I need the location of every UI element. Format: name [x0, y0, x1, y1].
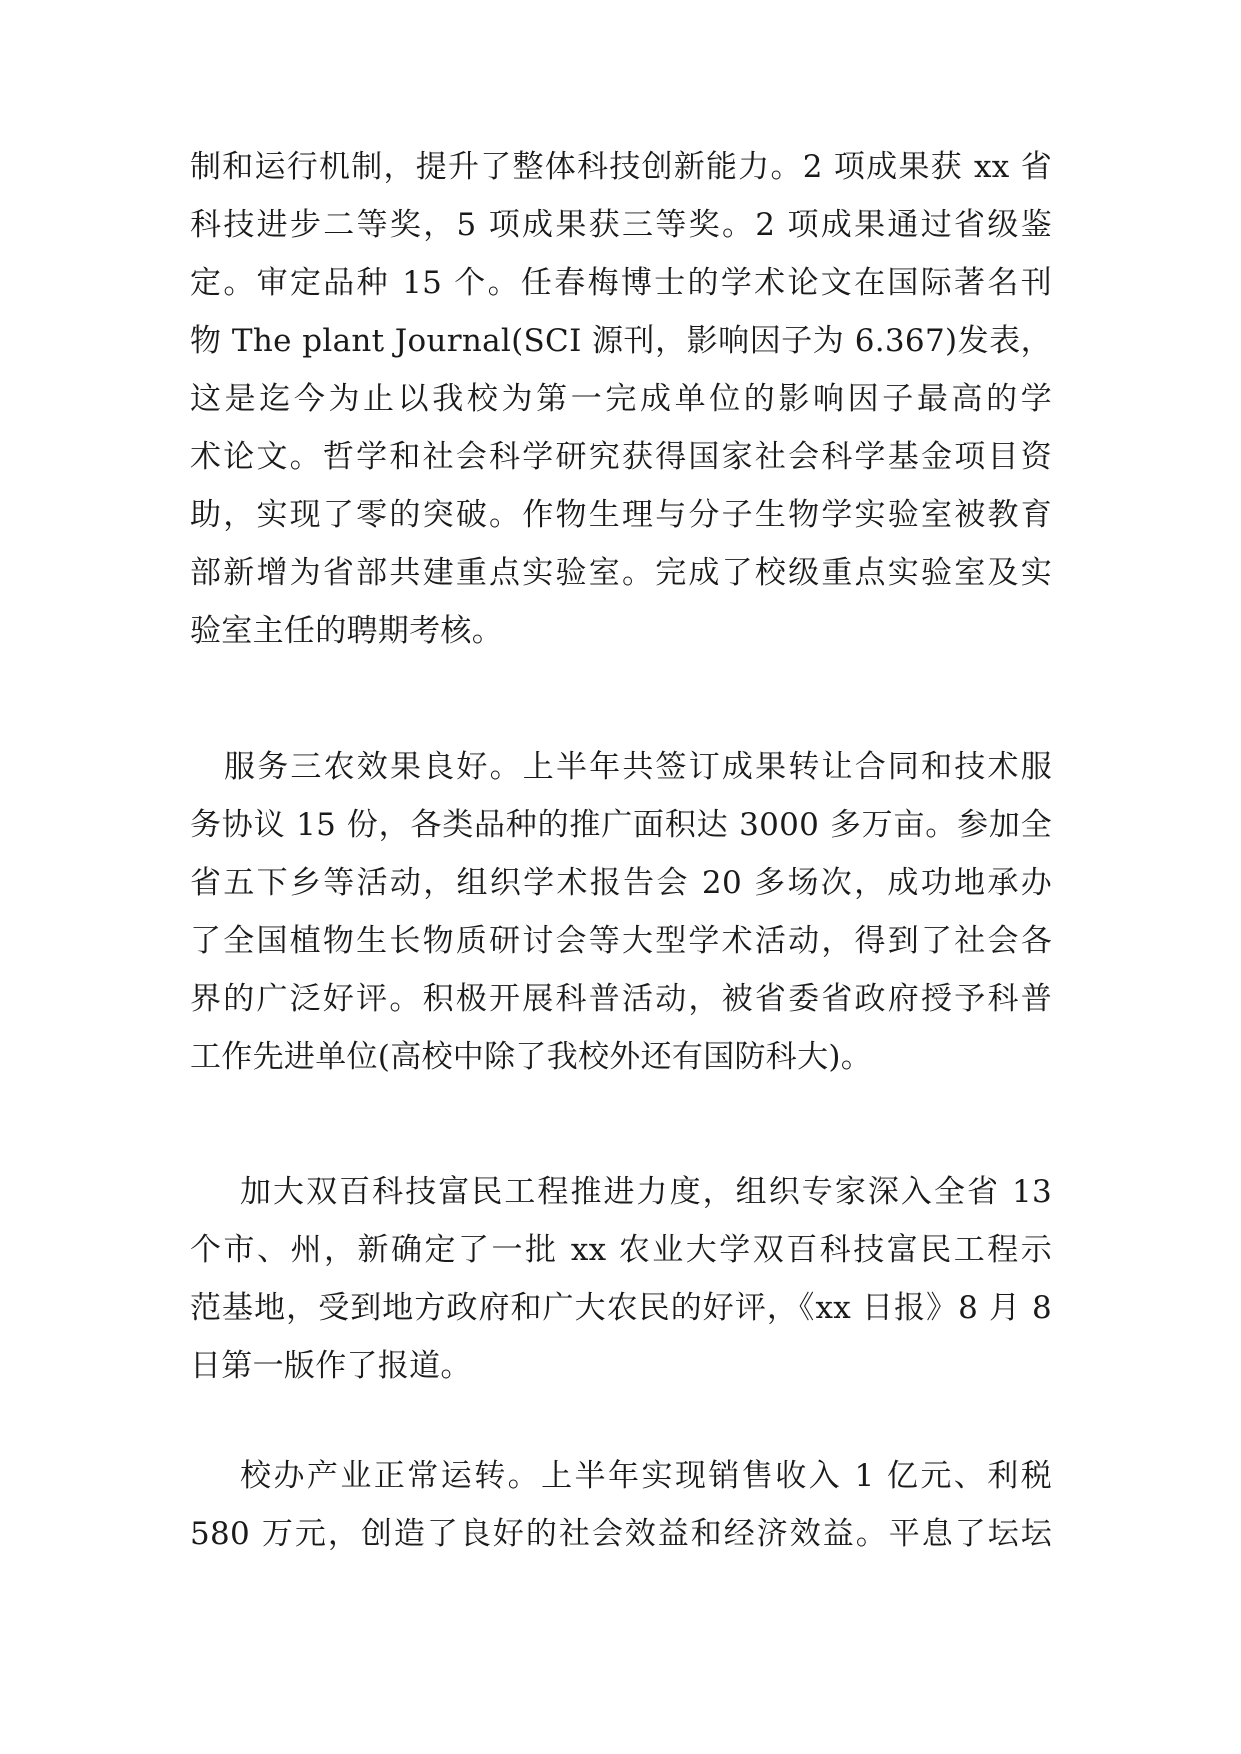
text-line: 界的广泛好评。积极开展科普活动，被省委省政府授予科普: [190, 981, 1052, 1017]
paragraph-school-industry: [190, 1447, 1052, 1563]
text-line: 制和运行机制，提升了整体科技创新能力。2 项成果获 xx 省: [190, 149, 1052, 185]
text-line: 范基地，受到地方政府和广大农民的好评，《xx 日报》8 月 8: [190, 1290, 1052, 1326]
paragraph-double-hundred-project: [190, 1163, 1052, 1395]
text-line: 日第一版作了报道。: [190, 1348, 472, 1384]
text-line: 物 The plant Journal(SCI 源刊，影响因子为 6.367)发表，: [190, 323, 1052, 359]
text-line: 工作先进单位(高校中除了我校外还有国防科大)。: [190, 1039, 873, 1075]
text-line: 助，实现了零的突破。作物生理与分子生物学实验室被教育: [190, 497, 1052, 533]
text-line: 了全国植物生长物质研讨会等大型学术活动，得到了社会各: [190, 923, 1052, 959]
text-line: 科技进步二等奖，5 项成果获三等奖。2 项成果通过省级鉴: [190, 207, 1052, 243]
text-line: 校办产业正常运转。上半年实现销售收入 1 亿元、利税: [240, 1458, 1052, 1494]
text-line: 验室主任的聘期考核。: [190, 613, 503, 649]
text-line: 省五下乡等活动，组织学术报告会 20 多场次，成功地承办: [190, 865, 1052, 901]
text-line: 个市、州，新确定了一批 xx 农业大学双百科技富民工程示: [190, 1232, 1052, 1268]
text-line: 部新增为省部共建重点实验室。完成了校级重点实验室及实: [190, 555, 1052, 591]
text-line: 术论文。哲学和社会科学研究获得国家社会科学基金项目资: [190, 439, 1052, 475]
text-line: 这是迄今为止以我校为第一完成单位的影响因子最高的学: [190, 381, 1052, 417]
text-line: 服务三农效果良好。上半年共签订成果转让合同和技术服: [224, 749, 1052, 785]
text-line: 定。审定品种 15 个。任春梅博士的学术论文在国际著名刊: [190, 265, 1052, 301]
paragraph-rural-service: [190, 738, 1052, 1086]
text-line: 加大双百科技富民工程推进力度，组织专家深入全省 13: [240, 1174, 1052, 1210]
text-line: 580 万元，创造了良好的社会效益和经济效益。平息了坛坛: [190, 1516, 1052, 1552]
text-line: 务协议 15 份，各类品种的推广面积达 3000 多万亩。参加全: [190, 807, 1052, 843]
paragraph-research-achievements: [190, 138, 1052, 660]
